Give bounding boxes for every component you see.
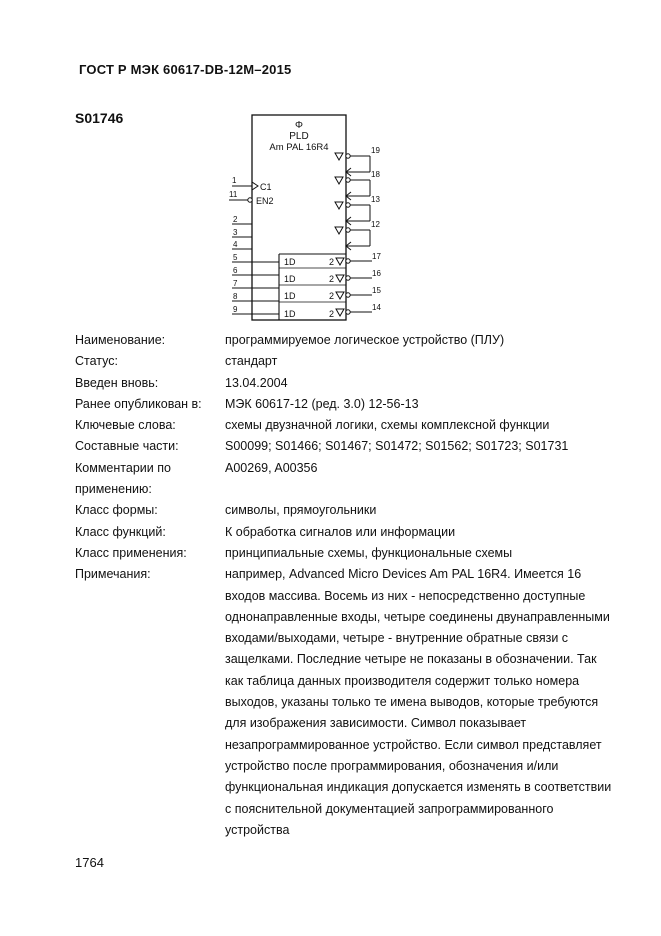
symbol-id: S01746 (75, 110, 124, 126)
register-d-label: 1D (284, 291, 296, 301)
register-out-label: 2 (329, 291, 335, 301)
register-d-label: 1D (284, 257, 296, 267)
property-value: 13.04.2004 (225, 375, 288, 390)
property-row (75, 522, 635, 543)
data-pin-number: 5 (233, 253, 238, 262)
pld-subtitle: Am PAL 16R4 (269, 142, 329, 153)
register-out-label: 2 (329, 274, 335, 284)
document-header: ГОСТ Р МЭК 60617-DB-12M–2015 (79, 62, 292, 77)
register-d-label: 1D (284, 274, 296, 284)
property-label: Введен вновь: (75, 375, 159, 390)
clock-edge-marker (252, 182, 258, 190)
data-input-pins (232, 215, 279, 314)
property-row (75, 458, 635, 501)
property-row (75, 373, 635, 394)
property-label: Составные части: (75, 439, 179, 454)
io-pin-12 (335, 220, 380, 250)
io-pin-number: 18 (371, 170, 380, 179)
page-number: 1764 (75, 855, 104, 870)
property-value: К обработка сигналов или информации (225, 524, 456, 539)
enable-label: EN2 (256, 196, 274, 206)
property-row (75, 415, 635, 436)
register-pin-number: 17 (372, 252, 381, 261)
property-row (75, 351, 635, 372)
register-d-label: 1D (284, 309, 296, 319)
data-pin-number: 7 (233, 279, 238, 288)
data-pin-number: 6 (233, 266, 238, 275)
data-pin-number: 3 (233, 228, 238, 237)
property-value: например, Advanced Micro Devices Am PAL 16R4. Имеется 16 входов массива. Восемь из них - непосредственно доступные однонаправленные входы, четыре соединены двунаправленными входами/выходами, четыре - внутренние обратные связи с защелками. Последние четыре не показаны в обозначении. Так как таблица данных производителя содержит только номера выходов, указаны только те имена выводов, которые требуются для изображения зависимости. Символ показывает незапрограммированное устройство. Если символ представляет устройство после программирования, обозначения и/или функциональная индикация допускается изменять в соответствии с пояснительной документацией запрограммированного устройства (225, 567, 612, 837)
property-label: Ранее опубликован в: (75, 396, 202, 411)
register-output-15 (279, 286, 381, 302)
enable-negation-circle (248, 198, 252, 202)
register-output-16 (279, 269, 381, 285)
data-pin-number: 8 (233, 292, 238, 301)
property-row (75, 564, 635, 841)
property-label: Класс применения: (75, 545, 187, 560)
data-pin-number: 2 (233, 215, 238, 224)
clock-pin-number: 1 (232, 176, 237, 185)
data-pin-number: 9 (233, 305, 238, 314)
property-label: Примечания: (75, 567, 151, 582)
io-pin-number: 13 (371, 195, 380, 204)
property-value: программируемое логическое устройство (ПЛУ) (225, 333, 505, 347)
data-pin-number: 4 (233, 240, 238, 249)
io-pin-number: 19 (371, 146, 380, 155)
property-label: Класс формы: (75, 503, 158, 518)
property-row (75, 543, 635, 564)
property-value: символы, прямоугольники (225, 503, 377, 518)
register-output-14 (284, 303, 381, 319)
properties-table (75, 330, 635, 841)
property-label: Комментарии по применению: (75, 460, 171, 497)
register-out-label: 2 (329, 257, 335, 267)
property-label: Класс функций: (75, 524, 166, 539)
property-row (75, 500, 635, 521)
property-value: принципиальные схемы, функциональные схемы (225, 545, 513, 560)
property-value: МЭК 60617-12 (ред. 3.0) 12-56-13 (225, 396, 419, 411)
property-row (75, 330, 635, 351)
register-pin-number: 16 (372, 269, 381, 278)
pld-symbol-diagram (220, 112, 400, 324)
io-pin-number: 12 (371, 220, 380, 229)
property-label: Ключевые слова: (75, 418, 176, 433)
property-value: S00099; S01466; S01467; S01472; S01562; S01723; S01731 (225, 439, 569, 454)
property-row (75, 436, 635, 457)
property-label: Статус: (75, 354, 118, 369)
register-pin-number: 15 (372, 286, 381, 295)
property-value: стандарт (225, 354, 278, 369)
register-pin-number: 14 (372, 303, 381, 312)
pld-title: PLD (289, 131, 309, 142)
register-out-label: 2 (329, 309, 335, 319)
enable-pin-number: 11 (229, 190, 238, 199)
property-row (75, 394, 635, 415)
pld-glyph: Φ (295, 120, 303, 131)
property-value: схемы двузначной логики, схемы комплексной функции (225, 418, 550, 433)
clock-label: C1 (260, 182, 272, 192)
property-value: A00269, A00356 (225, 460, 318, 475)
property-label: Наименование: (75, 333, 166, 347)
